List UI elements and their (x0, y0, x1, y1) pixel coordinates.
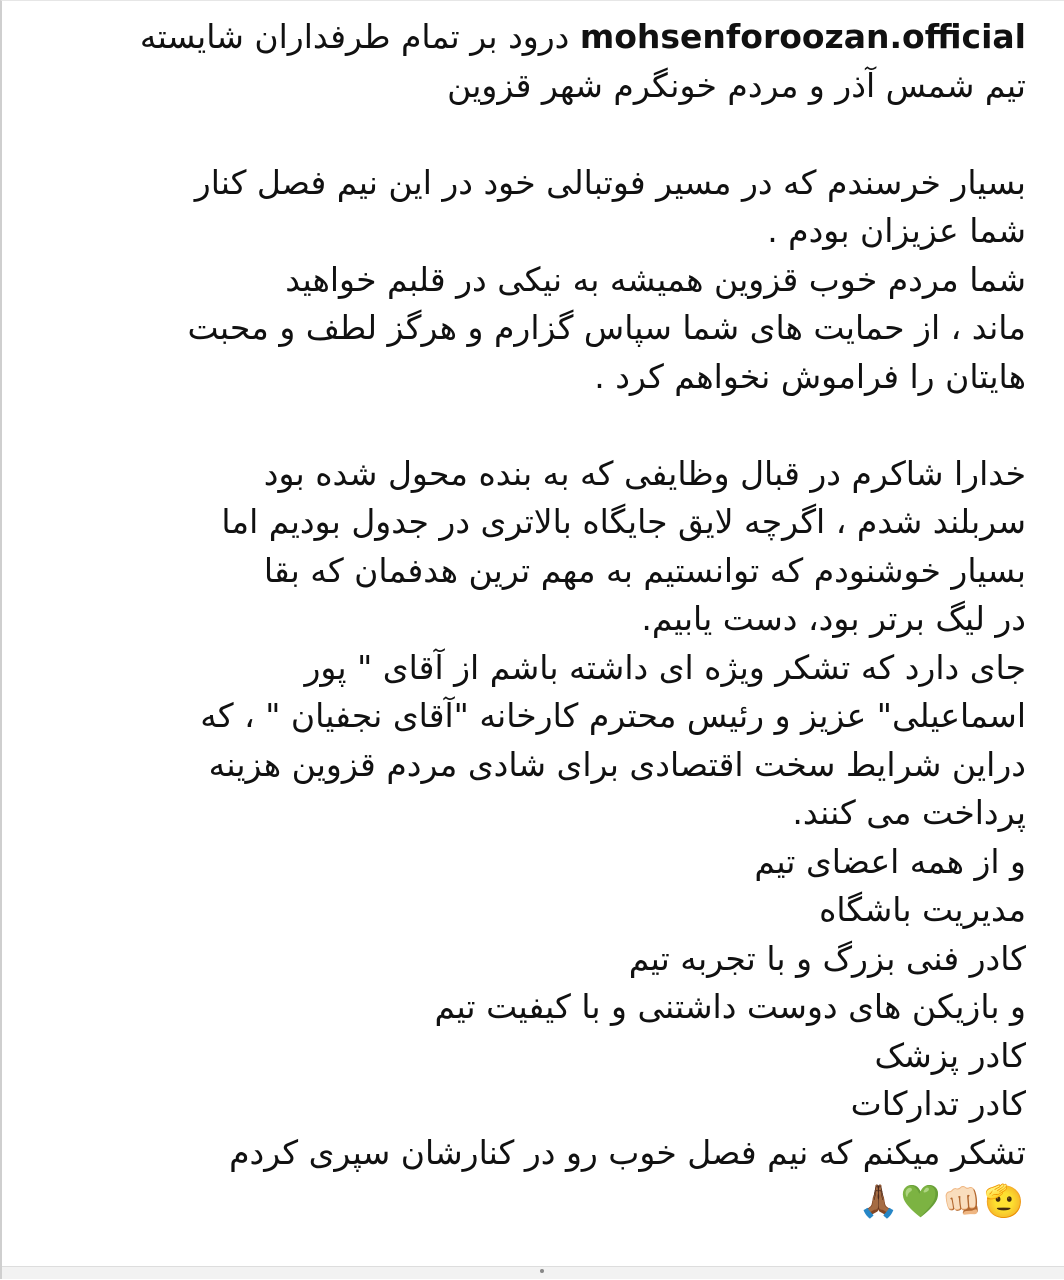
caption-line: کادر تدارکات (850, 1084, 1026, 1123)
caption-line: کادر فنی بزرگ و با تجربه تیم (628, 938, 1026, 978)
caption-line: شما مردم خوب قزوین همیشه به نیکی در قلبم خواهید (285, 259, 1026, 299)
caption-block-3 (46, 450, 1026, 1178)
caption-line: و بازیکن های دوست داشتنی و با کیفیت تیم (434, 987, 1026, 1026)
caption-line: ماند ، از حمایت های شما سپاس گزارم و هرگز لطف و محبت (187, 308, 1026, 347)
username-link[interactable]: mohsenforoozan.official (579, 17, 1026, 56)
scroll-indicator-icon (540, 1269, 544, 1273)
caption-line: دراین شرایط سخت اقتصادی برای شادی مردم قزوین هزینه (208, 744, 1026, 784)
caption-block-1 (46, 62, 1026, 111)
caption-line: سربلند شدم ، اگرچه لایق جایگاه بالاتری در جدول بودیم اما (221, 502, 1026, 541)
bottom-bar (2, 1266, 1064, 1279)
post-caption (46, 13, 1026, 1226)
caption-line: کادر پزشک (874, 1035, 1026, 1075)
paragraph-gap (46, 110, 1026, 159)
caption-line: هایتان را فراموش نخواهم کرد . (594, 356, 1026, 396)
paragraph-gap (46, 401, 1026, 450)
caption-line: خدارا شاکرم در قبال وظایفی که به بنده محول شده بود (263, 453, 1026, 493)
caption-line: و از همه اعضای تیم (754, 841, 1026, 881)
caption-line: در لیگ برتر بود، دست یابیم. (641, 599, 1026, 638)
emoji-row: 🫡👊🏻💚🙏🏾 (858, 1182, 1026, 1220)
caption-block-2 (46, 159, 1026, 402)
caption-line: پرداخت می کنند. (792, 793, 1026, 832)
caption-greeting: درود بر تمام طرفداران شایسته (139, 17, 570, 56)
caption-line: اسماعیلی" عزیز و رئیس محترم کارخانه "آقای نجفیان " ، که (200, 696, 1026, 735)
caption-line: بسیار خوشنودم که توانستیم به مهم ترین هدفمان که بقا (263, 550, 1026, 590)
caption-line: شما عزیزان بودم . (767, 211, 1026, 250)
caption-line: بسیار خرسندم که در مسیر فوتبالی خود در این نیم فصل کنار (194, 162, 1026, 202)
caption-line: جای دارد که تشکر ویژه ای داشته باشم از آقای " پور (304, 647, 1026, 687)
caption-line: تیم شمس آذر و مردم خونگرم شهر قزوین (447, 65, 1026, 105)
caption-line: مدیریت باشگاه (819, 890, 1026, 929)
caption-first-line (46, 13, 1026, 62)
caption-line: تشکر میکنم که نیم فصل خوب رو در کنارشان سپری کردم (229, 1132, 1026, 1172)
